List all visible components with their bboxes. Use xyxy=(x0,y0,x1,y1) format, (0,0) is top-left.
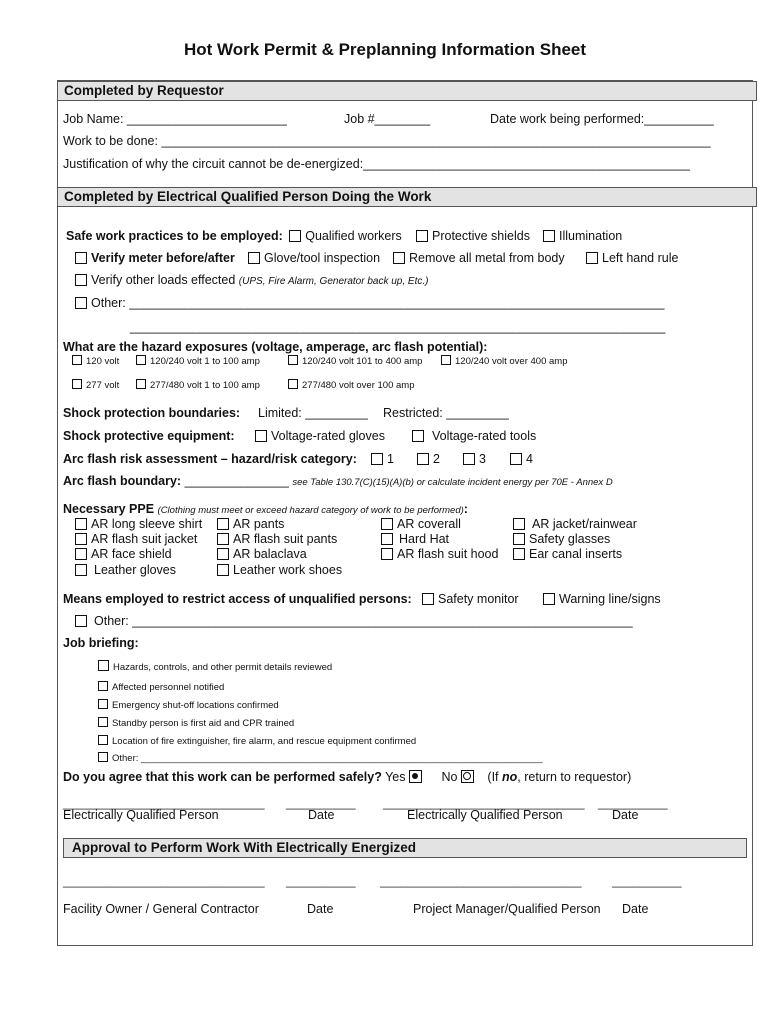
agree-row xyxy=(63,770,631,784)
pm-date-caption: Date xyxy=(622,902,649,916)
ppe-heading xyxy=(63,502,468,516)
safety-monitor-label: Safety monitor xyxy=(438,592,519,606)
access-other-option xyxy=(75,614,633,628)
agree-no-label: No xyxy=(441,770,458,784)
hazard-120-400-label: 120/240 volt 101 to 400 amp xyxy=(302,356,423,367)
ppe-item-label: AR flash suit pants xyxy=(233,532,338,546)
access-other-checkbox[interactable] xyxy=(75,615,87,627)
ppe-col-4 xyxy=(513,517,637,562)
hazard-120-400-checkbox[interactable] xyxy=(288,355,298,365)
agree-yes-radio[interactable] xyxy=(409,770,422,783)
ppe-item-label: AR balaclava xyxy=(233,547,307,561)
tools-checkbox[interactable] xyxy=(412,430,424,442)
ppe-item xyxy=(217,547,342,562)
cat1-option xyxy=(371,452,394,466)
hazard-277-over-option xyxy=(288,379,415,391)
owner-date-caption: Date xyxy=(307,902,334,916)
safety-monitor-option xyxy=(422,592,519,606)
ppe-col-1 xyxy=(75,517,202,578)
ppe-item xyxy=(75,532,202,547)
ppe-item-label: Leather work shoes xyxy=(233,563,343,577)
safety-monitor-checkbox[interactable] xyxy=(422,593,434,605)
eqp-signature-caption-1: Electrically Qualified Person xyxy=(63,808,219,822)
warning-line-option xyxy=(543,592,661,606)
protective-shields-option xyxy=(416,229,530,243)
gloves-option xyxy=(255,429,385,443)
protective-shields-label: Protective shields xyxy=(432,229,530,243)
briefing-item xyxy=(98,681,224,693)
hazard-120-100-option xyxy=(136,355,260,367)
ppe-item xyxy=(381,517,498,532)
ppe-item-label: AR coverall xyxy=(397,517,461,531)
section-header-eqp: Completed by Electrical Qualified Person Doing the Work xyxy=(57,187,757,207)
hazard-label: What are the hazard exposures (voltage, amperage, arc flash potential): xyxy=(63,340,488,354)
ppe-item xyxy=(381,532,498,547)
hazard-120-400-option xyxy=(288,355,422,367)
qualified-workers-label: Qualified workers xyxy=(305,229,402,243)
arc-risk-label: Arc flash risk assessment – hazard/risk category: xyxy=(63,452,357,466)
cat1-label: 1 xyxy=(387,452,394,466)
agree-note-pre: (If xyxy=(487,770,503,784)
left-hand-option xyxy=(586,251,678,265)
shock-boundaries-label: Shock protection boundaries: xyxy=(63,406,241,420)
access-other-field[interactable]: Other: ________________________________________________________________________ xyxy=(94,614,633,628)
section-header-requestor: Completed by Requestor xyxy=(57,81,757,101)
verify-meter-checkbox[interactable] xyxy=(75,252,87,264)
hazard-277-label: 277 volt xyxy=(86,380,120,391)
glove-tool-option xyxy=(248,251,380,265)
hazard-277-100-option xyxy=(136,379,260,391)
hazard-277-over-label: 277/480 volt over 100 amp xyxy=(302,380,415,391)
ppe-label: Necessary PPE xyxy=(63,502,155,516)
ppe-item-label: Leather gloves xyxy=(94,563,177,577)
ppe-item xyxy=(217,532,342,547)
verify-loads-checkbox[interactable] xyxy=(75,274,87,286)
ppe-item-label: AR flash suit hood xyxy=(397,547,499,561)
briefing-item-label: Hazards, controls, and other permit details reviewed xyxy=(113,662,333,673)
cat3-checkbox[interactable] xyxy=(463,453,475,465)
briefing-item-label: Emergency shut-off locations confirmed xyxy=(112,700,279,711)
cat4-option xyxy=(510,452,533,466)
safe-work-row-1 xyxy=(66,229,402,243)
ppe-checkbox[interactable] xyxy=(217,548,229,560)
cat3-label: 3 xyxy=(479,452,486,466)
hazard-120-over-option xyxy=(441,355,568,367)
ppe-checkbox[interactable] xyxy=(513,548,525,560)
hazard-277-over-checkbox[interactable] xyxy=(288,379,298,389)
ppe-item xyxy=(217,517,342,532)
agree-question: Do you agree that this work can be performed safely? xyxy=(63,770,382,784)
owner-signature-caption: Facility Owner / General Contractor xyxy=(63,902,259,916)
ppe-item-label: AR pants xyxy=(233,517,285,531)
verify-meter-option xyxy=(75,251,235,265)
ppe-item-label: Safety glasses xyxy=(529,532,611,546)
page-title: Hot Work Permit & Preplanning Information Sheet xyxy=(183,40,587,59)
date-work-field[interactable]: Date work being performed:__________ xyxy=(490,112,714,126)
safe-work-other-field[interactable]: Other: _____________________________________________________________________________ xyxy=(91,296,665,310)
ppe-item-label: Hard Hat xyxy=(399,532,450,546)
limited-field[interactable]: Limited: _________ xyxy=(258,406,368,420)
hazard-120-option xyxy=(72,355,119,367)
pm-signature-line[interactable]: _____________________________ xyxy=(380,874,582,888)
gloves-label: Voltage-rated gloves xyxy=(271,429,385,443)
ppe-item xyxy=(217,563,342,578)
ppe-item-label: AR flash suit jacket xyxy=(91,532,198,546)
cat1-checkbox[interactable] xyxy=(371,453,383,465)
hazard-277-100-label: 277/480 volt 1 to 100 amp xyxy=(150,380,260,391)
cat2-checkbox[interactable] xyxy=(417,453,429,465)
briefing-item xyxy=(98,735,416,747)
safe-work-other-line2[interactable]: _____________________________________________________________________________ xyxy=(130,320,666,334)
illumination-label: Illumination xyxy=(559,229,623,243)
arc-boundary-row xyxy=(63,474,613,488)
ppe-item-label: AR face shield xyxy=(91,547,172,561)
illumination-checkbox[interactable] xyxy=(543,230,555,242)
job-name-field[interactable]: Job Name: _______________________ xyxy=(63,112,287,126)
restricted-field[interactable]: Restricted: _________ xyxy=(383,406,509,420)
owner-signature-line[interactable]: _____________________________ xyxy=(63,874,265,888)
protective-shields-checkbox[interactable] xyxy=(416,230,428,242)
hazard-277-100-checkbox[interactable] xyxy=(136,379,146,389)
eqp-date-line-2[interactable]: __________ xyxy=(598,796,668,810)
briefing-item xyxy=(98,699,279,711)
safe-work-other-checkbox[interactable] xyxy=(75,297,87,309)
briefing-item xyxy=(98,717,294,729)
briefing-checkbox[interactable] xyxy=(98,717,108,727)
job-number-field[interactable]: Job #________ xyxy=(344,112,431,126)
pm-date-line[interactable]: __________ xyxy=(612,874,682,888)
ppe-checkbox[interactable] xyxy=(381,548,393,560)
arc-boundary-note: see Table 130.7(C)(15)(A)(b) or calculate incident energy per 70E - Annex D xyxy=(292,477,613,488)
left-hand-checkbox[interactable] xyxy=(586,252,598,264)
ppe-item-label: AR long sleeve shirt xyxy=(91,517,203,531)
ppe-item xyxy=(75,547,202,562)
briefing-checkbox[interactable] xyxy=(98,735,108,745)
agree-note-post: , return to requestor) xyxy=(517,770,632,784)
briefing-checkbox[interactable] xyxy=(98,681,108,691)
agree-yes-label: Yes xyxy=(385,770,406,784)
ppe-checkbox[interactable] xyxy=(75,518,87,530)
ppe-colon: : xyxy=(463,502,468,516)
work-to-be-done-field[interactable]: Work to be done: _______________________________________________________________________________ xyxy=(63,134,711,148)
justification-field[interactable]: Justification of why the circuit cannot be de-energized:_______________________________________________ xyxy=(63,157,690,171)
hazard-120-100-checkbox[interactable] xyxy=(136,355,146,365)
ppe-checkbox[interactable] xyxy=(381,518,393,530)
ppe-checkbox[interactable] xyxy=(217,518,229,530)
ppe-item xyxy=(75,563,202,578)
remove-metal-checkbox[interactable] xyxy=(393,252,405,264)
glove-tool-checkbox[interactable] xyxy=(248,252,260,264)
eqp-date-caption-1: Date xyxy=(308,808,335,822)
eqp-signature-line-1[interactable]: _____________________________ xyxy=(63,796,265,810)
ppe-note: (Clothing must meet or exceed hazard category of work to be performed) xyxy=(157,505,464,516)
warning-line-label: Warning line/signs xyxy=(559,592,661,606)
ppe-col-2 xyxy=(217,517,342,578)
ppe-checkbox[interactable] xyxy=(217,533,229,545)
hazard-120-label: 120 volt xyxy=(86,356,120,367)
hazard-120-over-label: 120/240 volt over 400 amp xyxy=(455,356,568,367)
glove-tool-label: Glove/tool inspection xyxy=(264,251,381,265)
briefing-item-label: Affected personnel notified xyxy=(112,682,225,693)
arc-boundary-label: Arc flash boundary: xyxy=(63,474,182,488)
ppe-item xyxy=(75,517,202,532)
agree-no-radio[interactable] xyxy=(461,770,474,783)
ppe-checkbox[interactable] xyxy=(513,533,525,545)
left-hand-label: Left hand rule xyxy=(602,251,679,265)
arc-boundary-field[interactable]: _______________ xyxy=(184,474,289,488)
briefing-item-label: Standby person is first aid and CPR trained xyxy=(112,718,295,729)
ppe-checkbox[interactable] xyxy=(75,533,87,545)
briefing-checkbox[interactable] xyxy=(98,699,108,709)
verify-meter-label: Verify meter before/after xyxy=(91,251,235,265)
hazard-277-checkbox[interactable] xyxy=(72,379,82,389)
ppe-checkbox[interactable] xyxy=(75,564,87,576)
briefing-item-label: Location of fire extinguisher, fire alarm, and rescue equipment confirmed xyxy=(112,736,417,747)
remove-metal-option xyxy=(393,251,565,265)
cat2-option xyxy=(417,452,440,466)
safe-work-other-option xyxy=(75,296,665,310)
briefing-other-field[interactable]: Other: ____________________________________________________________________________ xyxy=(112,753,543,764)
agree-note-no: no xyxy=(502,770,518,784)
briefing-checkbox[interactable] xyxy=(98,752,108,762)
illumination-option xyxy=(543,229,622,243)
pm-signature-caption: Project Manager/Qualified Person xyxy=(413,902,601,916)
cat2-label: 2 xyxy=(433,452,440,466)
eqp-signature-line-2[interactable]: _____________________________ xyxy=(383,796,585,810)
eqp-date-caption-2: Date xyxy=(612,808,639,822)
ppe-col-3 xyxy=(381,517,498,562)
hazard-120-over-checkbox[interactable] xyxy=(441,355,451,365)
briefing-checkbox[interactable] xyxy=(98,660,109,671)
cat4-checkbox[interactable] xyxy=(510,453,522,465)
ppe-checkbox[interactable] xyxy=(217,564,229,576)
ppe-checkbox[interactable] xyxy=(381,533,393,545)
eqp-date-line-1[interactable]: __________ xyxy=(286,796,356,810)
cat3-option xyxy=(463,452,486,466)
hazard-120-checkbox[interactable] xyxy=(72,355,82,365)
ppe-item xyxy=(381,547,498,562)
gloves-checkbox[interactable] xyxy=(255,430,267,442)
ppe-item-label: AR jacket/rainwear xyxy=(532,517,637,531)
verify-loads-option xyxy=(75,273,428,287)
shock-equipment-label: Shock protective equipment: xyxy=(63,429,235,443)
verify-loads-note: (UPS, Fire Alarm, Generator back up, Etc.) xyxy=(238,276,429,287)
ppe-item xyxy=(513,547,637,562)
qualified-workers-checkbox[interactable] xyxy=(289,230,301,242)
cat4-label: 4 xyxy=(526,452,533,466)
ppe-item xyxy=(513,532,637,547)
warning-line-checkbox[interactable] xyxy=(543,593,555,605)
briefing-item xyxy=(98,660,332,673)
section-header-approval: Approval to Perform Work With Electrically Energized xyxy=(63,838,747,858)
hazard-120-100-label: 120/240 volt 1 to 100 amp xyxy=(150,356,260,367)
hazard-277-option xyxy=(72,379,119,391)
eqp-signature-caption-2: Electrically Qualified Person xyxy=(407,808,563,822)
ppe-item-label: Ear canal inserts xyxy=(529,547,623,561)
ppe-checkbox[interactable] xyxy=(513,518,525,530)
tools-option xyxy=(412,429,536,443)
briefing-item xyxy=(98,752,543,764)
ppe-item xyxy=(513,517,637,532)
safe-work-label: Safe work practices to be employed: xyxy=(66,229,283,243)
remove-metal-label: Remove all metal from body xyxy=(409,251,565,265)
tools-label: Voltage-rated tools xyxy=(432,429,537,443)
access-label: Means employed to restrict access of unqualified persons: xyxy=(63,592,412,606)
verify-loads-label: Verify other loads effected xyxy=(91,273,236,287)
job-briefing-label: Job briefing: xyxy=(63,636,139,650)
owner-date-line[interactable]: __________ xyxy=(286,874,356,888)
ppe-checkbox[interactable] xyxy=(75,548,87,560)
